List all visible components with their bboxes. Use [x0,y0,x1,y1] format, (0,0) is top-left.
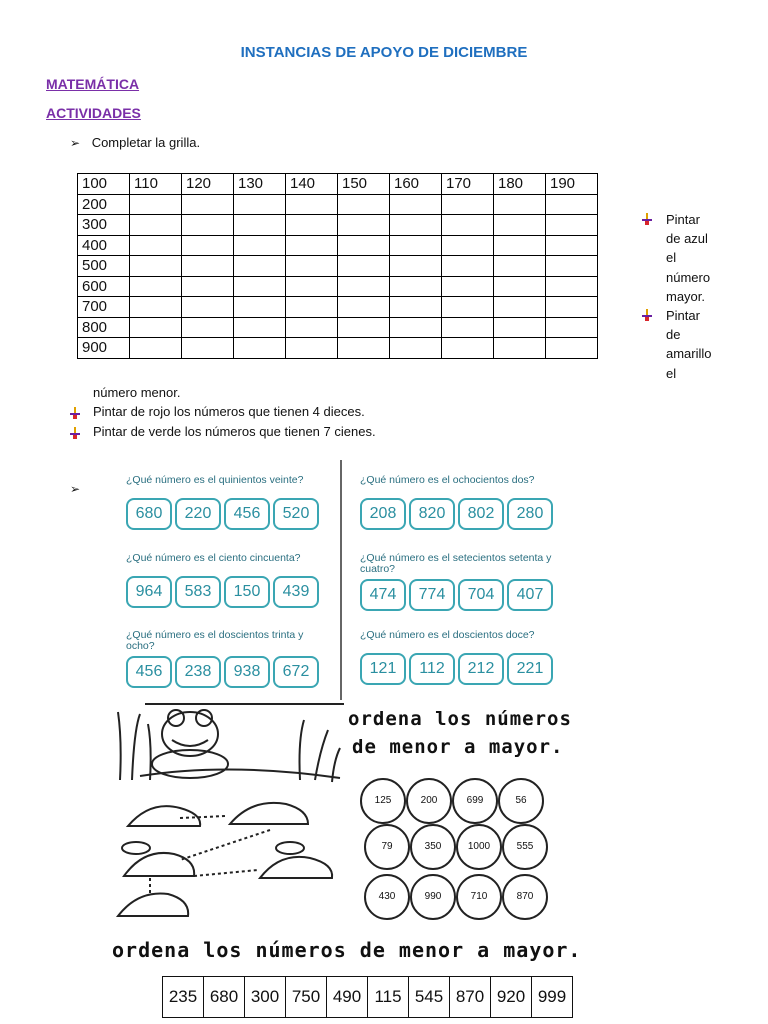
bullet-red-text: Pintar de rojo los números que tienen 4 dieces. [93,404,365,419]
answer-option[interactable]: 221 [507,653,553,685]
grid-cell: 600 [78,276,130,297]
page-title: INSTANCIAS DE APOYO DE DICIEMBRE [240,44,528,61]
ordena-heading-2: de menor a mayor. [352,736,564,758]
answer-option[interactable]: 802 [458,498,504,530]
side-line: Pintar [666,308,700,324]
grid-cell[interactable] [234,276,286,297]
question-text: ¿Qué número es el doscientos doce? [360,629,535,641]
question-text: ¿Qué número es el quinientos veinte? [126,474,304,486]
grid-cell: 700 [78,297,130,318]
grid-cell[interactable] [130,338,182,359]
order-cell: 750 [286,977,327,1018]
grid-row [78,194,598,215]
grid-cell: 200 [78,194,130,215]
answer-option[interactable]: 121 [360,653,406,685]
grid-row [78,215,598,236]
arrow-bullet-icon: ➢ [70,482,81,496]
panel-divider [340,460,342,700]
number-circle: 56 [498,778,544,824]
grid-cell[interactable] [546,297,598,318]
grid-cell[interactable] [390,215,442,236]
grid-cell[interactable] [286,338,338,359]
grid-cell[interactable] [234,297,286,318]
number-circle: 990 [410,874,456,920]
grid-cell[interactable] [286,317,338,338]
number-circle: 350 [410,824,456,870]
question-block [360,630,570,685]
grid-cell[interactable] [442,235,494,256]
grid-cell: 170 [442,174,494,195]
frog-pond-illustration [110,700,346,930]
question-block [360,475,570,530]
arrow-bullet-icon: ➢ [70,136,81,150]
grid-cell[interactable] [338,194,390,215]
grid-cell[interactable] [130,317,182,338]
answer-option[interactable]: 456 [224,498,270,530]
grid-cell: 120 [182,174,234,195]
grid-cell[interactable] [442,338,494,359]
grid-cell[interactable] [338,256,390,277]
grid-cell: 130 [234,174,286,195]
grid-cell[interactable] [494,215,546,236]
answer-option[interactable]: 280 [507,498,553,530]
grid-cell[interactable] [390,338,442,359]
hand-bullet-icon [642,308,652,326]
order-cell: 870 [450,977,491,1018]
side-line: mayor. [666,288,706,304]
answer-option[interactable]: 112 [409,653,455,685]
answer-option[interactable]: 774 [409,579,455,611]
grid-cell: 900 [78,338,130,359]
grid-row [78,276,598,297]
bullet-green-text: Pintar de verde los números que tienen 7 cienes. [93,424,376,439]
grid-cell[interactable] [130,235,182,256]
question-text: ¿Qué número es el ciento cincuenta? [126,552,301,564]
grid-row [78,297,598,318]
grid-cell[interactable] [182,317,234,338]
side-line: el [666,250,677,266]
grid-cell[interactable] [130,194,182,215]
answer-option[interactable]: 704 [458,579,504,611]
order-cell: 490 [327,977,368,1018]
grid-cell[interactable] [182,215,234,236]
grid-cell[interactable] [286,235,338,256]
grid-row [78,338,598,359]
order-cell: 300 [245,977,286,1018]
answer-option[interactable]: 820 [409,498,455,530]
answer-option[interactable]: 150 [224,576,270,608]
grid-row [78,235,598,256]
grid-cell[interactable] [442,297,494,318]
side-instructions [666,210,712,383]
order-row-table [162,976,573,1018]
grid-cell[interactable] [494,194,546,215]
order-cell: 680 [204,977,245,1018]
answer-option[interactable]: 220 [175,498,221,530]
grid-cell: 400 [78,235,130,256]
grid-cell[interactable] [494,297,546,318]
grid-cell[interactable] [390,235,442,256]
grid-cell[interactable] [546,235,598,256]
grid-cell[interactable] [390,317,442,338]
grid-cell: 150 [338,174,390,195]
grid-cell[interactable] [546,276,598,297]
grid-cell[interactable] [390,194,442,215]
grid-cell[interactable] [494,317,546,338]
grid-cell: 500 [78,256,130,277]
number-circle: 710 [456,874,502,920]
grid-cell[interactable] [546,215,598,236]
side-line: de azul [666,231,708,247]
subject-heading: MATEMÁTICA [46,76,140,92]
number-circle: 200 [406,778,452,824]
question-block [360,553,570,611]
grid-cell[interactable] [234,215,286,236]
grid-cell[interactable] [286,297,338,318]
number-circle: 430 [364,874,410,920]
grid-cell[interactable] [130,297,182,318]
order-cell: 920 [491,977,532,1018]
side-line: de [666,327,681,343]
grid-cell[interactable] [182,297,234,318]
answer-option[interactable]: 938 [224,656,270,688]
grid-cell[interactable] [390,276,442,297]
number-circle: 699 [452,778,498,824]
answer-option[interactable]: 439 [273,576,319,608]
grid-cell[interactable] [442,256,494,277]
grid-cell: 140 [286,174,338,195]
answer-option[interactable]: 208 [360,498,406,530]
answer-option[interactable]: 456 [126,656,172,688]
grid-cell[interactable] [182,276,234,297]
continued-line: número menor. [93,385,181,400]
grid-cell[interactable] [442,276,494,297]
grid-cell[interactable] [494,338,546,359]
answer-option[interactable]: 238 [175,656,221,688]
answer-option[interactable]: 520 [273,498,319,530]
number-circle: 870 [502,874,548,920]
task-text: Completar la grilla. [91,135,201,150]
order-cell: 999 [532,977,573,1018]
grid-cell[interactable] [182,194,234,215]
grid-cell[interactable] [234,256,286,277]
grid-cell: 190 [546,174,598,195]
grid-cell: 300 [78,215,130,236]
grid-cell[interactable] [338,317,390,338]
answer-option[interactable]: 680 [126,498,172,530]
grid-cell: 110 [130,174,182,195]
grid-cell[interactable] [546,256,598,277]
answer-option[interactable]: 672 [273,656,319,688]
grid-cell[interactable] [234,194,286,215]
answer-option[interactable]: 212 [458,653,504,685]
grid-cell[interactable] [390,256,442,277]
question-text: ¿Qué número es el ochocientos dos? [360,474,535,486]
grid-cell[interactable] [442,317,494,338]
task-line [70,135,200,150]
grid-cell[interactable] [494,235,546,256]
answer-option[interactable]: 964 [126,576,172,608]
grid-cell[interactable] [390,297,442,318]
order-cell: 545 [409,977,450,1018]
ordena-heading-1: ordena los números [348,708,572,730]
grid-cell[interactable] [494,256,546,277]
number-circle: 79 [364,824,410,870]
grid-cell[interactable] [234,235,286,256]
grid-cell[interactable] [338,235,390,256]
grid-cell[interactable] [182,256,234,277]
grid-row [78,317,598,338]
side-line: el [666,365,677,381]
grid-cell[interactable] [338,338,390,359]
grid-cell[interactable] [286,256,338,277]
grid-cell[interactable] [130,256,182,277]
number-circle: 1000 [456,824,502,870]
grid-cell[interactable] [182,338,234,359]
grid-cell[interactable] [442,215,494,236]
hand-bullet-icon [70,406,80,424]
grid-cell[interactable] [338,297,390,318]
grid-cell[interactable] [130,215,182,236]
grid-cell[interactable] [546,194,598,215]
grid-cell[interactable] [494,276,546,297]
grid-cell[interactable] [286,194,338,215]
grid-cell[interactable] [546,338,598,359]
ordena-heading-3: ordena los números de menor a mayor. [112,938,582,962]
grid-cell[interactable] [182,235,234,256]
order-cell: 115 [368,977,409,1018]
grid-cell[interactable] [234,338,286,359]
question-text: ¿Qué número es el doscientos trinta y ocho? [126,629,304,652]
grid-cell[interactable] [286,276,338,297]
question-block [126,630,336,688]
grid-cell[interactable] [338,215,390,236]
hand-bullet-icon [642,212,652,230]
side-line: Pintar [666,212,700,227]
side-line: número [666,269,711,285]
section-heading: ACTIVIDADES [46,105,141,121]
side-line: amarillo [666,346,712,362]
grid-cell[interactable] [338,276,390,297]
answer-option[interactable]: 474 [360,579,406,611]
grid-cell: 160 [390,174,442,195]
grid-cell: 180 [494,174,546,195]
number-grid [77,173,598,359]
grid-cell[interactable] [286,215,338,236]
number-circle: 125 [360,778,406,824]
grid-cell[interactable] [130,276,182,297]
answer-option[interactable]: 583 [175,576,221,608]
answer-option[interactable]: 407 [507,579,553,611]
grid-cell[interactable] [442,194,494,215]
grid-header-row [78,174,598,195]
grid-cell: 800 [78,317,130,338]
grid-cell: 100 [78,174,130,195]
question-block [126,553,336,608]
number-circle: 555 [502,824,548,870]
grid-cell[interactable] [234,317,286,338]
hand-bullet-icon [70,426,80,444]
grid-cell[interactable] [546,317,598,338]
question-block [126,475,336,530]
order-cell: 235 [163,977,204,1018]
question-text: ¿Qué número es el setecientos setenta y cuatro? [360,552,552,575]
grid-row [78,256,598,277]
